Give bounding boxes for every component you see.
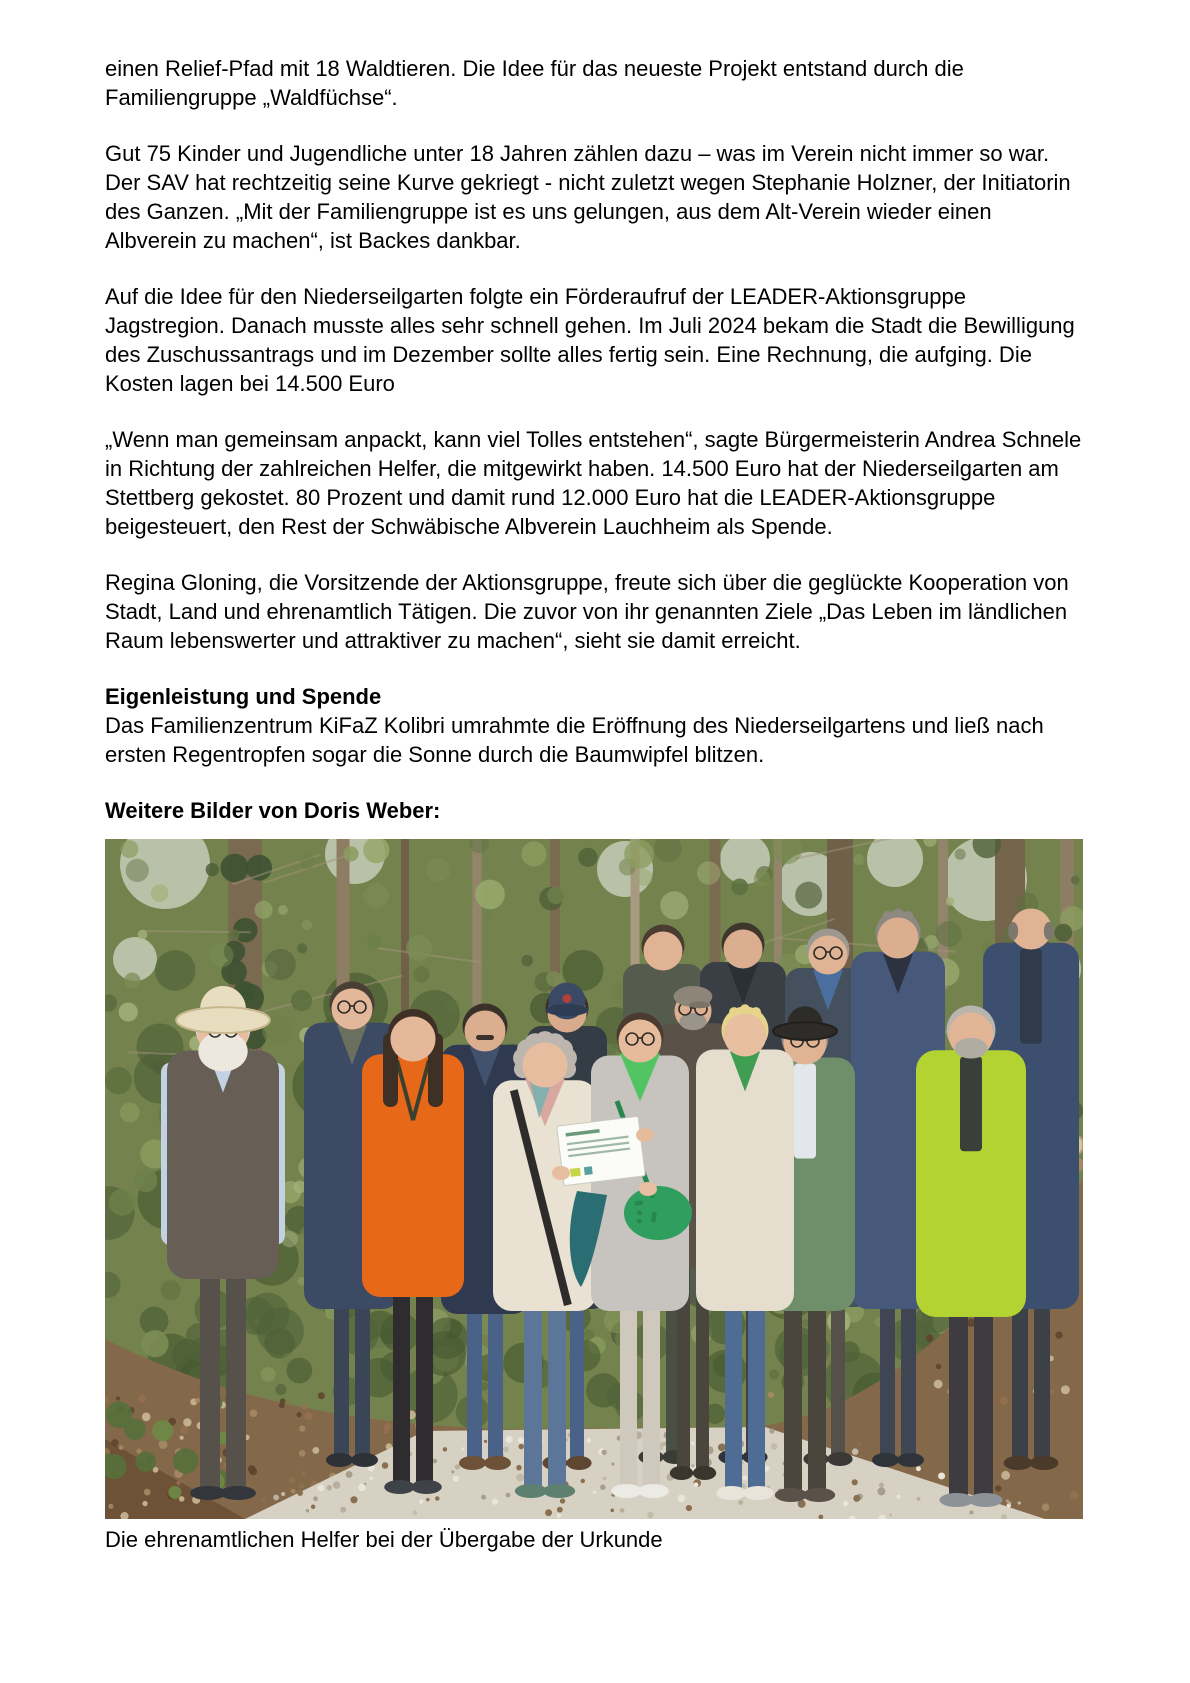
- group-photo: [105, 839, 1083, 1519]
- hand: [636, 1128, 654, 1142]
- article-content: [105, 0, 1085, 1554]
- paragraph-1: einen Relief-Pfad mit 18 Waldtieren. Die Idee für das neueste Projekt entstand durch die Familiengruppe „Waldfüchse“.: [105, 56, 964, 110]
- images-heading: Weitere Bilder von Doris Weber:: [105, 798, 441, 823]
- hand: [639, 1182, 657, 1196]
- paragraph-2: Gut 75 Kinder und Jugendliche unter 18 Jahren zählen dazu – was im Verein nicht immer so war. Der SAV hat rechtzeitig seine Kurve gekriegt - nicht zuletzt wegen Stephanie Holzner, der Initiatorin des Ganzen. „Mit der Familiengruppe ist es uns gelungen, aus dem Alt-Verein wieder einen Albverein zu machen“, ist Backes dankbar.: [105, 141, 1071, 253]
- paragraph-3: Auf die Idee für den Niederseilgarten folgte ein Förderaufruf der LEADER-Aktionsgruppe Jagstregion. Danach musste alles sehr schnell gehen. Im Juli 2024 bekam die Stadt die Bewilligung des Zuschussantrags und im Dezember sollte alles fertig sein. Eine Rechnung, die aufging. Die Kosten lagen bei 14.500 Euro: [105, 284, 1075, 396]
- hand: [552, 1166, 570, 1180]
- section-heading: Eigenleistung und Spende: [105, 684, 382, 709]
- section-paragraph: Das Familienzentrum KiFaZ Kolibri umrahmte die Eröffnung des Niederseilgartens und ließ nach ersten Regentropfen sogar die Sonne durch die Baumwipfel blitzen.: [105, 713, 1044, 767]
- photo-caption: Die ehrenamtlichen Helfer bei der Übergabe der Urkunde: [105, 1527, 663, 1552]
- certificate-document: [557, 1116, 646, 1186]
- paragraph-5: Regina Gloning, die Vorsitzende der Aktionsgruppe, freute sich über die geglückte Kooperation von Stadt, Land und ehrenamtlich Tätigen. Die zuvor von ihr genannten Ziele „Das Leben im ländlichen Raum lebenswerter und attraktiver zu machen“, sieht sie damit erreicht.: [105, 570, 1069, 653]
- paragraph-4: „Wenn man gemeinsam anpackt, kann viel Tolles entstehen“, sagte Bürgermeisterin Andrea Schnele in Richtung der zahlreichen Helfer, die mitgewirkt haben. 14.500 Euro hat der Niederseilgarten am Stettberg gekostet. 80 Prozent und damit rund 12.000 Euro hat die LEADER-Aktionsgruppe beigesteuert, den Rest der Schwäbische Albverein Lauchheim als Spende.: [105, 427, 1082, 539]
- photo-figure: [105, 839, 1085, 1554]
